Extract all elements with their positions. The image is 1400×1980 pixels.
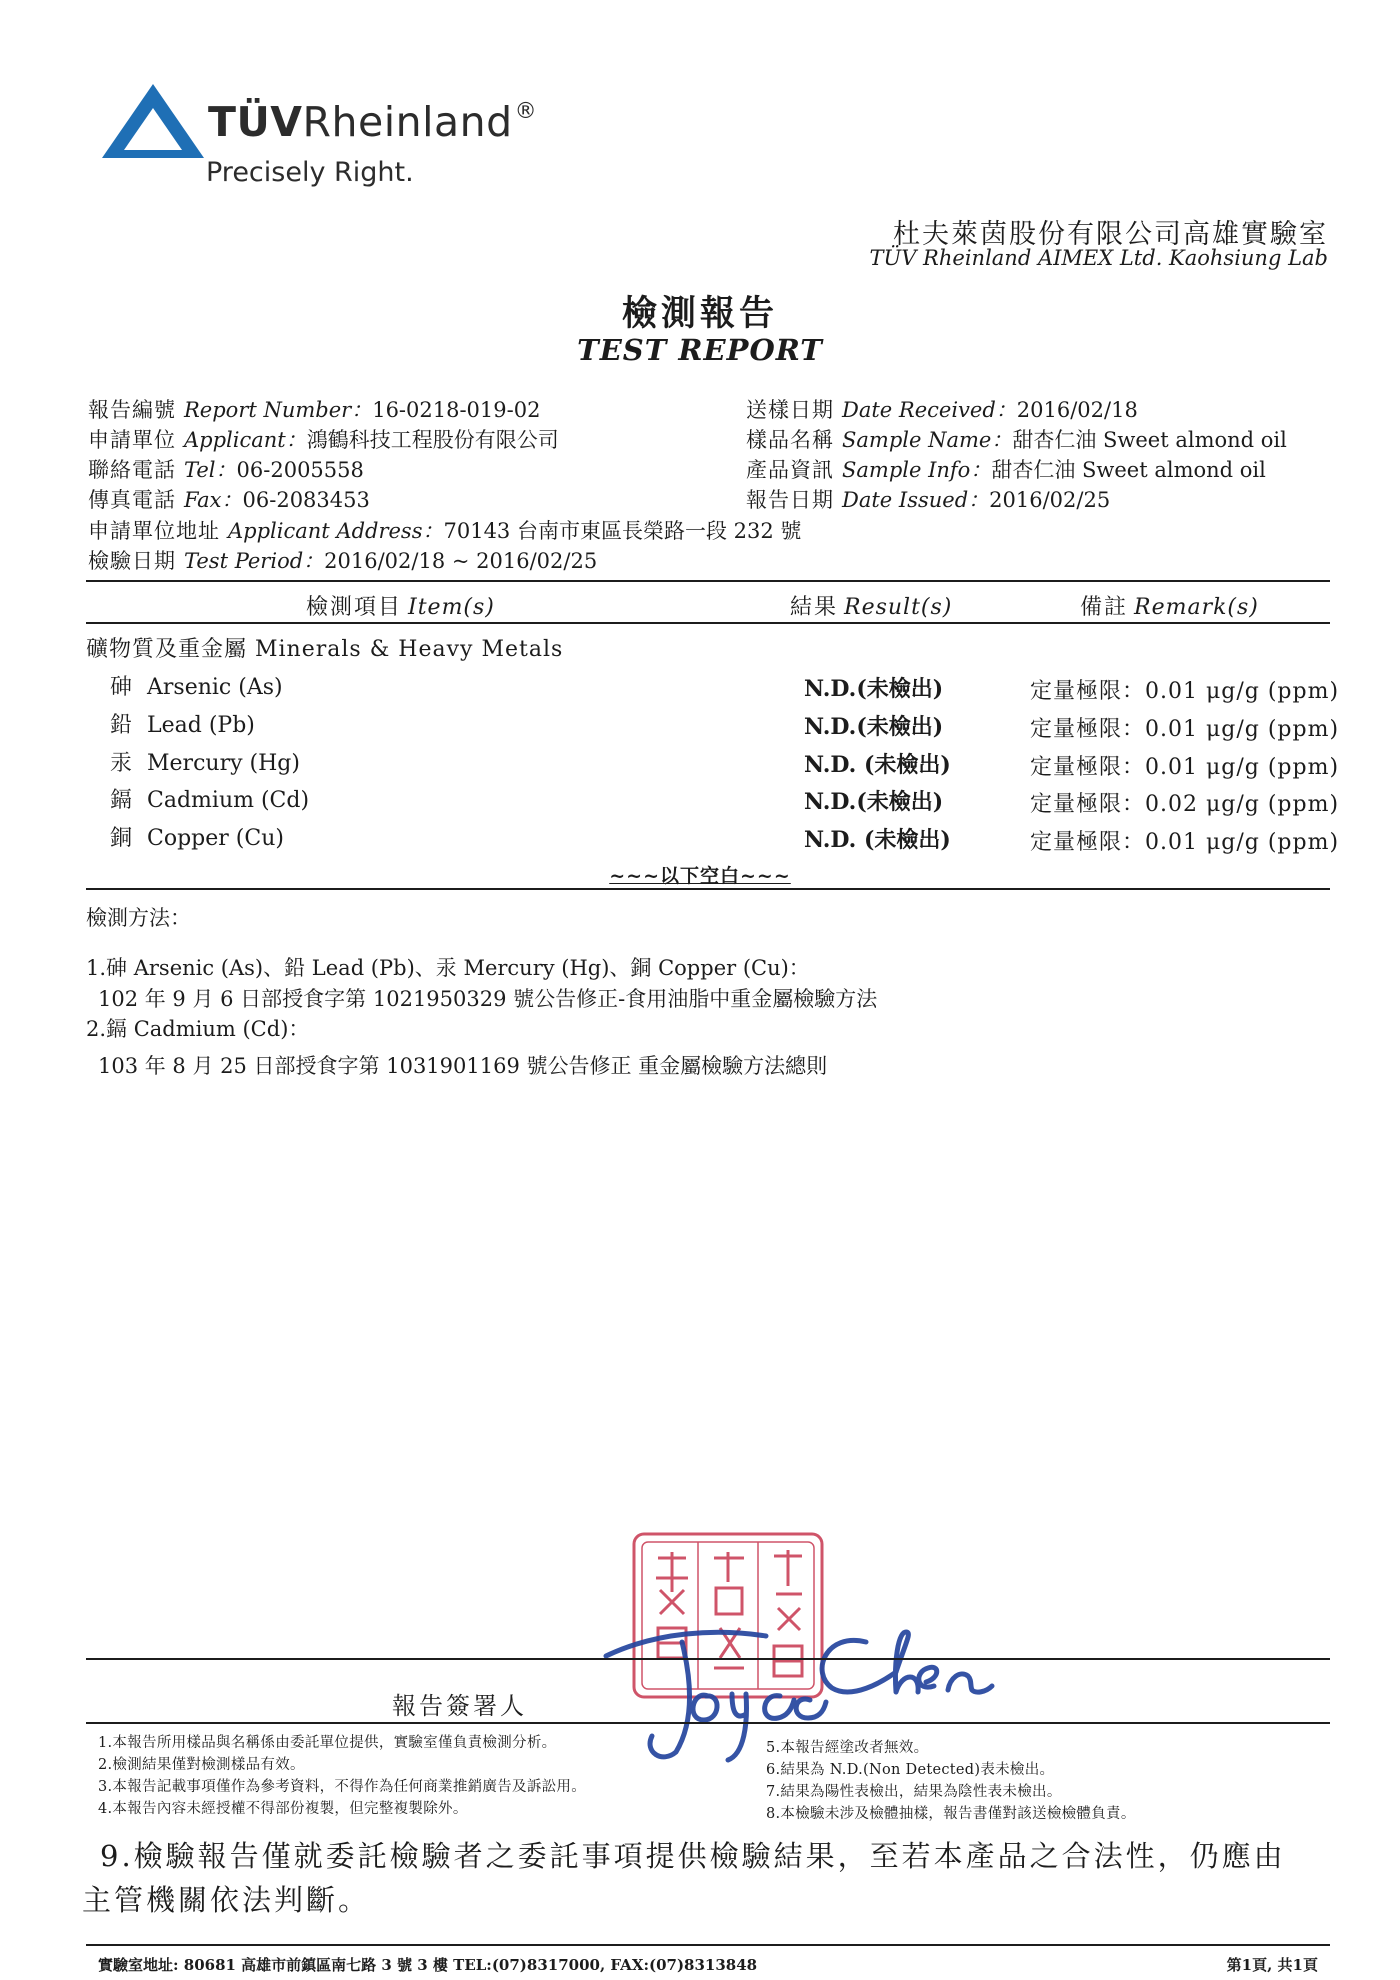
header-item: 檢測項目 Item(s): [306, 595, 495, 620]
result-value: N.D.(未檢出): [804, 676, 944, 702]
info-applicant: 申請單位 Applicant：鴻鶴科技工程股份有限公司: [88, 428, 559, 452]
info-date-received: 送樣日期 Date Received：2016/02/18: [746, 398, 1138, 422]
signer-label: 報告簽署人: [392, 1692, 527, 1720]
method-line: 103 年 8 月 25 日部授食字第 1031901169 號公告修正 重金屬檢驗方法總則: [98, 1054, 828, 1078]
note-item: 8.本檢驗未涉及檢體抽樣，報告書僅對該送檢檢體負責。: [766, 1806, 1136, 1822]
legal-note-line1: 9.檢驗報告僅就委託檢驗者之委託事項提供檢驗結果，至若本產品之合法性，仍應由: [100, 1839, 1286, 1873]
note-item: 7.結果為陽性表檢出，結果為陰性表未檢出。: [766, 1784, 1062, 1800]
note-item: 4.本報告內容未經授權不得部份複製，但完整複製除外。: [98, 1801, 468, 1817]
lab-name-en: TÜV Rheinland AIMEX Ltd. Kaohsiung Lab: [869, 246, 1328, 270]
info-date-issued: 報告日期 Date Issued：2016/02/25: [746, 488, 1111, 512]
table-row: 砷 Arsenic (As): [110, 675, 283, 700]
header-result: 結果 Result(s): [790, 595, 953, 620]
table-row: 汞 Mercury (Hg): [110, 751, 300, 776]
signature-top-rule: [86, 1658, 1330, 1660]
end-of-results-marker: ~~~以下空白~~~: [609, 865, 791, 887]
result-value: N.D.(未檢出): [804, 789, 944, 815]
notes-top-rule: [86, 1722, 1330, 1724]
legal-note-line2: 主管機關依法判斷。: [82, 1883, 371, 1917]
info-tel: 聯絡電話 Tel：06-2005558: [88, 458, 364, 482]
methods-heading: 檢測方法：: [86, 906, 191, 930]
report-title-zh: 檢測報告: [621, 293, 778, 334]
info-address: 申請單位地址 Applicant Address：70143 台南市東區長榮路一段 232 號: [88, 519, 802, 543]
table-bottom-rule: [86, 888, 1330, 890]
table-row: 鉛 Lead (Pb): [110, 713, 255, 738]
lab-name-zh: 杜夫萊茵股份有限公司高雄實驗室: [893, 219, 1328, 250]
info-fax: 傳真電話 Fax：06-2083453: [88, 488, 370, 512]
brand-slogan: Precisely Right.: [206, 157, 414, 188]
note-item: 6.結果為 N.D.(Non Detected)表未檢出。: [766, 1762, 1055, 1778]
header-remark: 備註 Remark(s): [1080, 595, 1259, 620]
table-top-rule: [86, 580, 1330, 582]
table-row: 銅 Copper (Cu): [110, 826, 284, 851]
note-item: 3.本報告記載事項僅作為參考資料，不得作為任何商業推銷廣告及訴訟用。: [98, 1779, 587, 1795]
table-header-rule: [86, 622, 1330, 624]
footer-rule: [86, 1944, 1330, 1946]
tuv-logo-icon: [98, 82, 208, 162]
remark-value: 定量極限：0.01 μg/g (ppm): [1030, 717, 1340, 742]
info-sample-name: 樣品名稱 Sample Name：甜杏仁油 Sweet almond oil: [746, 428, 1287, 452]
note-item: 5.本報告經塗改者無效。: [766, 1740, 929, 1756]
note-item: 2.檢測結果僅對檢測樣品有效。: [98, 1757, 305, 1773]
result-value: N.D.(未檢出): [804, 714, 944, 740]
method-line: 2.鎘 Cadmium (Cd)：: [86, 1017, 310, 1041]
remark-value: 定量極限：0.01 μg/g (ppm): [1030, 679, 1340, 704]
result-value: N.D. (未檢出): [804, 827, 951, 853]
table-row: 鎘 Cadmium (Cd): [110, 788, 310, 813]
method-line: 102 年 9 月 6 日部授食字第 1021950329 號公告修正-食用油脂中重金屬檢驗方法: [98, 987, 878, 1011]
lab-address-footer: 實驗室地址: 80681 高雄市前鎮區南七路 3 號 3 樓 TEL:(07)8317000, FAX:(07)8313848: [98, 1956, 758, 1974]
remark-value: 定量極限：0.02 μg/g (ppm): [1030, 792, 1340, 817]
report-title-en: TEST REPORT: [577, 333, 823, 367]
result-value: N.D. (未檢出): [804, 752, 951, 778]
page-number: 第1頁, 共1頁: [1226, 1956, 1318, 1974]
info-report-number: 報告編號 Report Number：16-0218-019-02: [88, 398, 541, 422]
method-line: 1.砷 Arsenic (As)、鉛 Lead (Pb)、汞 Mercury (Hg)、銅 Copper (Cu)：: [86, 956, 810, 980]
brand-name: TÜVRheinland®: [208, 98, 538, 146]
note-item: 1.本報告所用樣品與名稱係由委託單位提供，實驗室僅負責檢測分析。: [98, 1735, 557, 1751]
remark-value: 定量極限：0.01 μg/g (ppm): [1030, 830, 1340, 855]
info-sample-info: 產品資訊 Sample Info：甜杏仁油 Sweet almond oil: [746, 458, 1266, 482]
info-test-period: 檢驗日期 Test Period：2016/02/18 ~ 2016/02/25: [88, 549, 598, 573]
category-label: 礦物質及重金屬 Minerals & Heavy Metals: [86, 637, 564, 662]
remark-value: 定量極限：0.01 μg/g (ppm): [1030, 755, 1340, 780]
